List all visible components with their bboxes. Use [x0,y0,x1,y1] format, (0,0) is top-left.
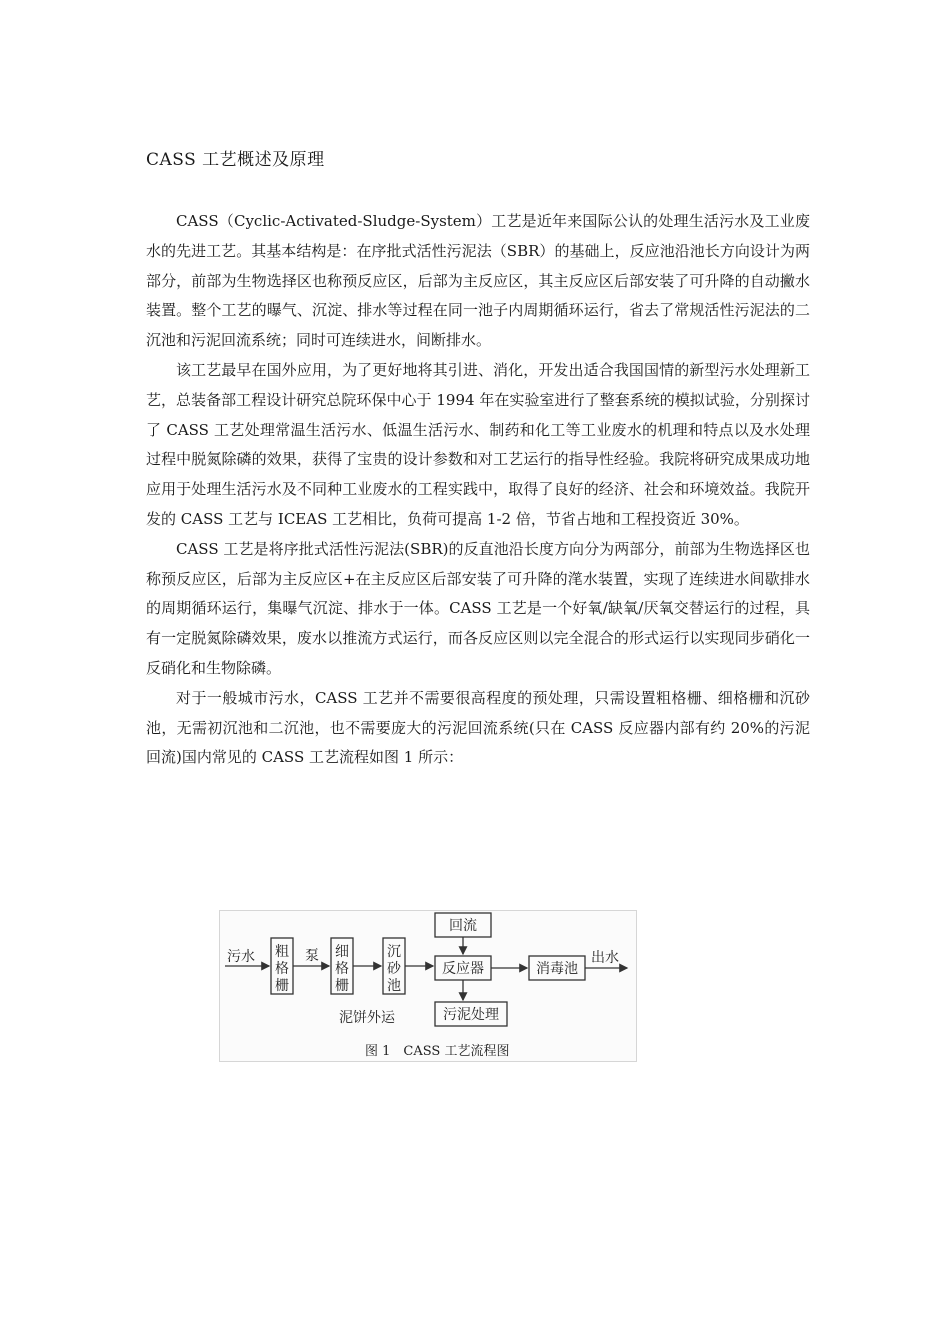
paragraph: 对于一般城市污水，CASS 工艺并不需要很高程度的预处理，只需设置粗格栅、细格栅和沉砂池，无需初沉池和二沉池，也不需要庞大的污泥回流系统(只在 CASS 反应器内部有约 20%的污泥回流)国内常见的 CASS 工艺流程如图 1 所示： [146,688,810,767]
paragraph: CASS（Cyclic-Activated-Sludge-System）工艺是近年来国际公认的处理生活污水及工业废水的先进工艺。其基本结构是：在序批式活性污泥法（SBR）的基础上，反应池沿池长方向设计为两部分，前部为生物选择区也称预反应区，后部为主反应区，其主反应区后部安装了可升降的自动撇水装置。整个工艺的曝气、沉淀、排水等过程在同一池子内周期循环运行，省去了常规活性污泥法的二沉池和污泥回流系统；同时可连续进水，间断排水。 [146,212,810,350]
grit-chamber-char: 沉 [387,944,401,960]
figure-caption: 图 1 CASS 工艺流程图 [365,1044,510,1059]
fine-screen-char: 栅 [335,978,349,994]
outflow-label: 出水 [591,950,619,966]
reactor-label: 反应器 [442,961,484,977]
document-body [146,207,810,773]
grit-chamber-char: 砂 [387,961,401,977]
coarse-screen-char: 格 [275,961,289,977]
paragraph: 该工艺最早在国外应用，为了更好地将其引进、消化，开发出适合我国国情的新型污水处理新工艺，总装备部工程设计研究总院环保中心于 1994 年在实验室进行了整套系统的模拟试验，分别探讨了 CASS 工艺处理常温生活污水、低温生活污水、制药和化工等工业废水的机理和特点以及水处理过程中脱氮除磷的效果，获得了宝贵的设计参数和对工艺运行的指导性经验。我院将研究成果成功地应用于处理生活污水及不同种工业废水的工程实践中，取得了良好的经济、社会和环境效益。我院开发的 CASS 工艺与 ICEAS 工艺相比，负荷可提高 1-2 倍，节省占地和工程投资近 30%。 [146,360,810,528]
process-flow-figure [219,910,637,1062]
process-flow-diagram [219,910,637,1062]
sludge-treatment-label: 污泥处理 [443,1007,499,1023]
inflow-label: 污水 [227,949,255,965]
fine-screen-char: 细 [335,944,349,960]
paragraph: CASS 工艺是将序批式活性污泥法(SBR)的反直池沿长度方向分为两部分，前部为生物选择区也称预反应区，后部为主反应区+在主反应区后部安装了可升降的滗水装置，实现了连续进水间歇排水的周期循环运行，集曝气沉淀、排水于一体。CASS 工艺是一个好氧/缺氧/厌氧交替运行的过程，具有一定脱氮除磷效果，废水以推流方式运行，而各反应区则以完全混合的形式运行以实现同步硝化一反硝化和生物除磷。 [146,539,810,677]
grit-chamber-char: 池 [387,978,401,994]
fine-screen-char: 格 [335,961,349,977]
disinfection-label: 消毒池 [536,961,578,977]
pump-label: 泵 [305,948,319,964]
sludge-cake-label: 泥饼外运 [339,1010,395,1026]
coarse-screen-char: 栅 [275,978,289,994]
coarse-screen-char: 粗 [275,944,289,960]
recycle-label: 回流 [449,918,477,934]
document-title: CASS 工艺概述及原理 [146,150,325,170]
